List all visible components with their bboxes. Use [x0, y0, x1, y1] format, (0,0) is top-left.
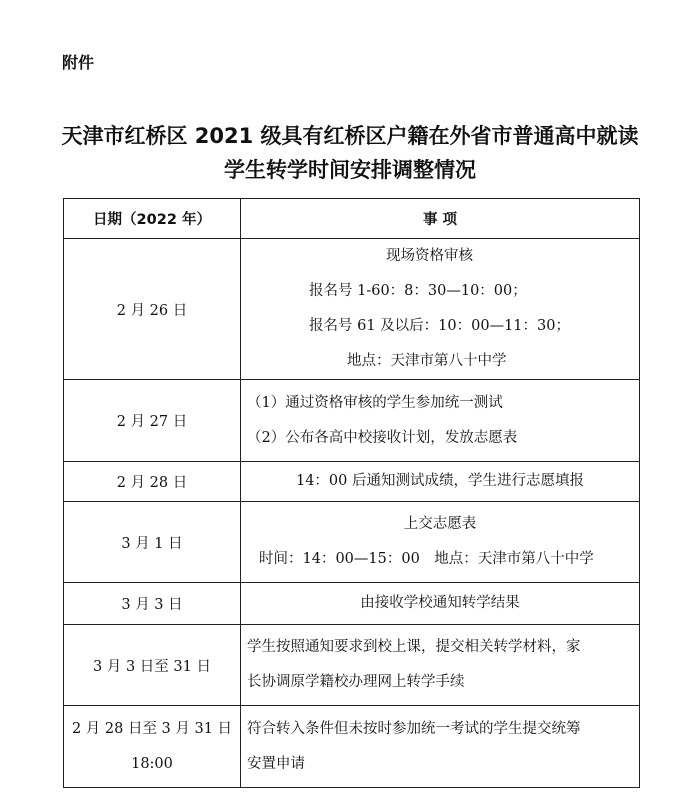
row-item-line: 符合转入条件但未按时参加统一考试的学生提交统筹	[247, 720, 581, 737]
row-item-line: 地点：天津市第八十中学	[347, 353, 507, 369]
row-items	[241, 239, 640, 380]
row-items	[241, 706, 640, 788]
schedule-table	[63, 198, 640, 788]
row-items	[241, 625, 640, 706]
row-items	[241, 583, 640, 625]
table-row	[64, 239, 640, 380]
table-row	[64, 706, 640, 788]
row-item-line: 现场资格审核	[386, 248, 473, 264]
row-date: 3 月 3 日至 31 日	[64, 625, 241, 706]
table-row	[64, 380, 640, 462]
table-row	[64, 462, 640, 502]
row-item-line: （2）公布各高中校接收计划，发放志愿表	[247, 429, 518, 446]
row-items	[241, 380, 640, 462]
row-item-line: 报名号 61 及以后：10：00—11：30；	[309, 318, 570, 334]
row-items	[241, 462, 640, 502]
row-date: 2 月 26 日	[64, 239, 241, 380]
table-row	[64, 625, 640, 706]
row-item-line: 上交志愿表	[403, 516, 477, 532]
row-date: 2 月 28 日	[64, 462, 241, 502]
header-date: 日期（2022 年）	[64, 199, 241, 239]
row-item-line: 报名号 1-60：8：30—10：00；	[309, 283, 527, 299]
row-date: 3 月 3 日	[64, 583, 241, 625]
row-item-line: 安置申请	[247, 755, 305, 772]
table-row	[64, 583, 640, 625]
attachment-label: 附件	[62, 53, 95, 72]
row-item-line: 14：00 后通知测试成绩，学生进行志愿填报	[295, 473, 584, 489]
row-items	[241, 502, 640, 583]
row-item-line: （1）通过资格审核的学生参加统一测试	[247, 394, 503, 411]
row-date: 2 月 27 日	[64, 380, 241, 462]
row-date-line: 2 月 28 日至 3 月 31 日	[71, 720, 233, 737]
header-items: 事 项	[241, 199, 640, 239]
table-row	[64, 502, 640, 583]
row-date-line: 18:00	[131, 755, 173, 772]
row-item-line: 时间：14：00—15：00 地点：天津市第八十中学	[259, 551, 594, 567]
row-item-line: 由接收学校通知转学结果	[360, 595, 520, 611]
table-header-row	[64, 199, 640, 239]
document-title-line-2: 学生转学时间安排调整情况	[224, 158, 476, 182]
row-date: 3 月 1 日	[64, 502, 241, 583]
row-date	[64, 706, 241, 788]
row-item-line: 长协调原学籍校办理网上转学手续	[247, 674, 465, 690]
row-item-line: 学生按照通知要求到校上课，提交相关转学材料，家	[247, 639, 581, 655]
document-title-line-1: 天津市红桥区 2021 级具有红桥区户籍在外省市普通高中就读	[61, 124, 639, 148]
